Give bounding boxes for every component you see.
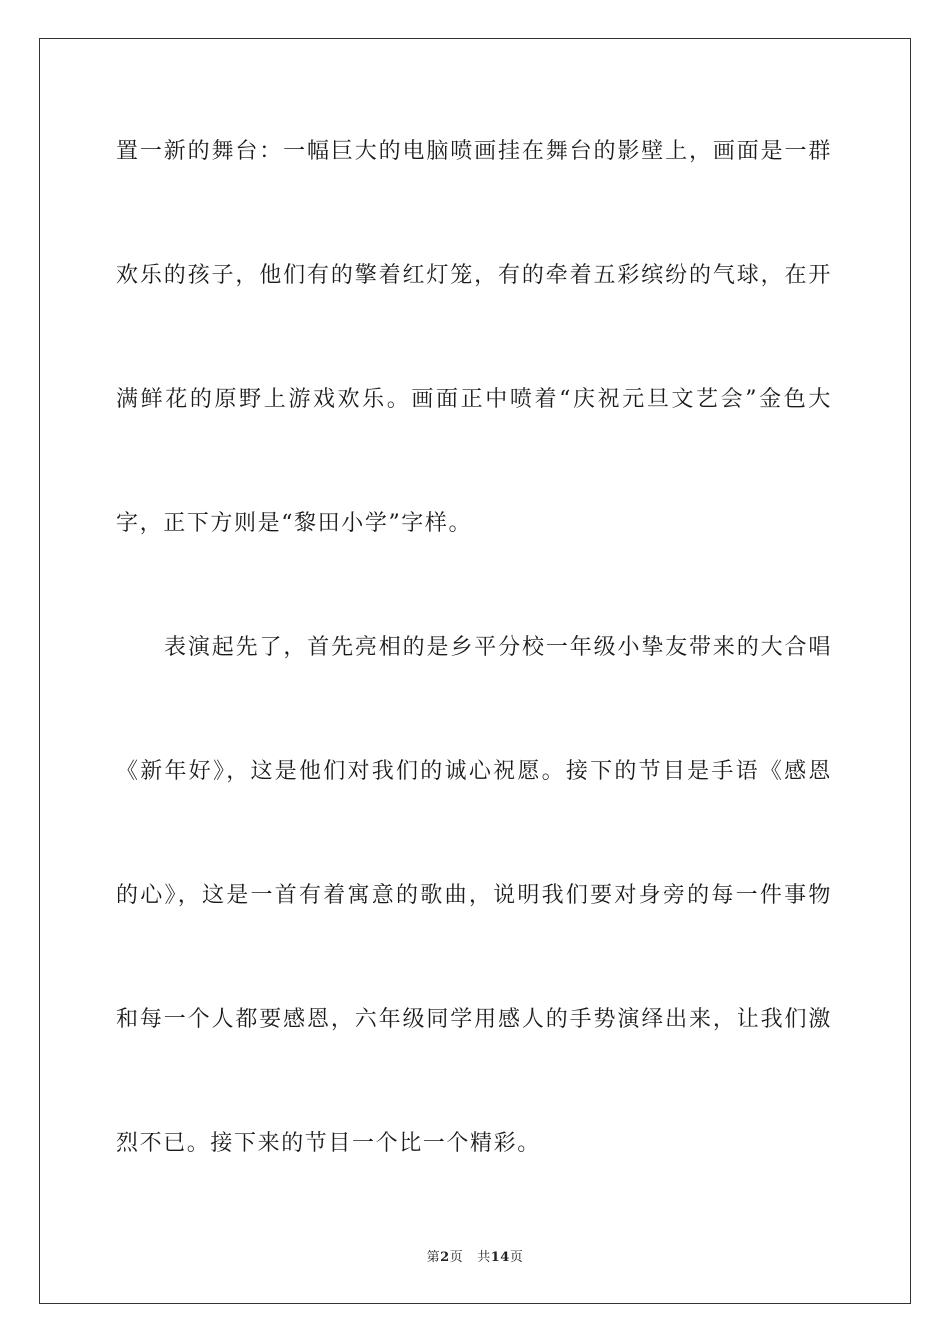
text-line-6: 《新年好》，这是他们对我们的诚心祝愿。接下的节目是手语《感恩 [116, 759, 832, 784]
text-line-7: 的心》，这是一首有着寓意的歌曲，说明我们要对身旁的每一件事物 [116, 883, 832, 908]
page-prefix: 第 [426, 1250, 441, 1265]
total-suffix: 页 [509, 1250, 524, 1265]
text-line-5: 表演起先了，首先亮相的是乡平分校一年级小挚友带来的大合唱 [164, 635, 832, 660]
text-line-1: 置一新的舞台：一幅巨大的电脑喷画挂在舞台的影壁上，画面是一群 [116, 139, 832, 164]
page-number: 2 [440, 1250, 450, 1265]
text-line-4: 字，正下方则是“黎田小学”字样。 [116, 511, 473, 536]
text-line-2: 欢乐的孩子，他们有的擎着红灯笼，有的牵着五彩缤纷的气球，在开 [116, 263, 832, 288]
document-body [116, 128, 832, 1244]
total-prefix: 共 [477, 1250, 491, 1265]
text-line-8: 和每一个人都要感恩，六年级同学用感人的手势演绎出来，让我们激 [116, 1007, 832, 1032]
text-line-3: 满鲜花的原野上游戏欢乐。画面正中喷着“庆祝元旦文艺会”金色大 [116, 387, 832, 412]
page-suffix: 页 [449, 1250, 464, 1265]
total-pages: 14 [490, 1250, 510, 1265]
text-line-9: 烈不已。接下来的节目一个比一个精彩。 [116, 1131, 541, 1156]
page-footer [0, 1246, 950, 1265]
